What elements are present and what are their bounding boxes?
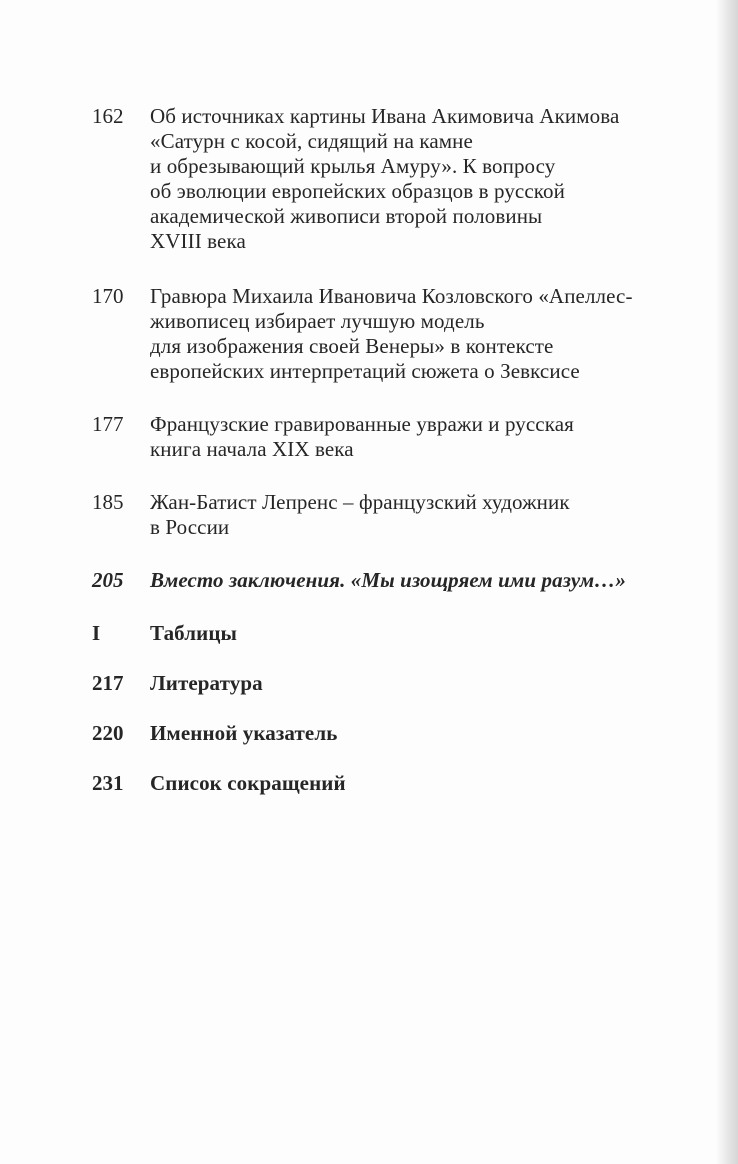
toc-title-line: Литература: [150, 671, 263, 695]
toc-title-line: об эволюции европейских образцов в русской: [150, 179, 565, 203]
toc-title: [150, 490, 692, 540]
toc-title-line: в России: [150, 515, 230, 539]
toc-title-line: Таблицы: [150, 621, 238, 645]
toc-title-line: «Сатурн с косой, сидящий на камне: [150, 129, 473, 153]
toc-page-number: 231: [92, 771, 124, 795]
toc-entry-conclusion[interactable]: [92, 568, 692, 593]
toc-entry[interactable]: [92, 284, 692, 384]
toc-title-line: для изображения своей Венеры» в контексте: [150, 334, 554, 358]
toc-title-line: Вместо заключения. «Мы изощряем ими разум…»: [150, 568, 626, 592]
toc-page-number: I: [92, 621, 101, 645]
toc-entry-tables[interactable]: [92, 621, 692, 646]
toc-title-line: книга начала XIX века: [150, 437, 354, 461]
toc-title-line: живописец избирает лучшую модель: [150, 309, 485, 333]
toc-title: [150, 412, 692, 462]
toc-title-line: Именной указатель: [150, 721, 338, 745]
toc-entry-literature[interactable]: [92, 671, 692, 696]
toc-entry[interactable]: [92, 104, 692, 254]
toc-page-number: 170: [92, 284, 124, 308]
toc-entry-abbreviations[interactable]: [92, 771, 692, 796]
toc-title-line: европейских интерпретаций сюжета о Зевксисе: [150, 359, 580, 383]
toc-title: [150, 621, 692, 646]
toc-page-number: 205: [92, 568, 124, 592]
toc-title-line: Список сокращений: [150, 771, 346, 795]
toc-title-line: Французские гравированные увражи и русская: [150, 412, 574, 436]
toc-title: [150, 568, 692, 593]
toc-title: [150, 771, 692, 796]
toc-title: [150, 671, 692, 696]
toc-title: [150, 721, 692, 746]
toc-page-number: 162: [92, 104, 124, 128]
toc-page-number: 185: [92, 490, 124, 514]
toc-page-number: 220: [92, 721, 124, 745]
toc-page-number: 217: [92, 671, 124, 695]
toc-title-line: академической живописи второй половины: [150, 204, 543, 228]
toc-title-line: XVIII века: [150, 229, 246, 253]
toc-entry[interactable]: [92, 412, 692, 462]
table-of-contents: [92, 104, 692, 796]
toc-title-line: Об источниках картины Ивана Акимовича Акимова: [150, 104, 620, 128]
toc-title-line: Жан-Батист Лепренс – французский художник: [150, 490, 570, 514]
toc-title-line: Гравюра Михаила Ивановича Козловского «Апеллес-: [150, 284, 633, 308]
toc-entry-name-index[interactable]: [92, 721, 692, 746]
page-edge-shadow: [716, 0, 738, 1164]
toc-title: [150, 284, 692, 384]
toc-entry[interactable]: [92, 490, 692, 540]
toc-title: [150, 104, 692, 254]
toc-title-line: и обрезывающий крылья Амуру». К вопросу: [150, 154, 556, 178]
toc-page-number: 177: [92, 412, 124, 436]
